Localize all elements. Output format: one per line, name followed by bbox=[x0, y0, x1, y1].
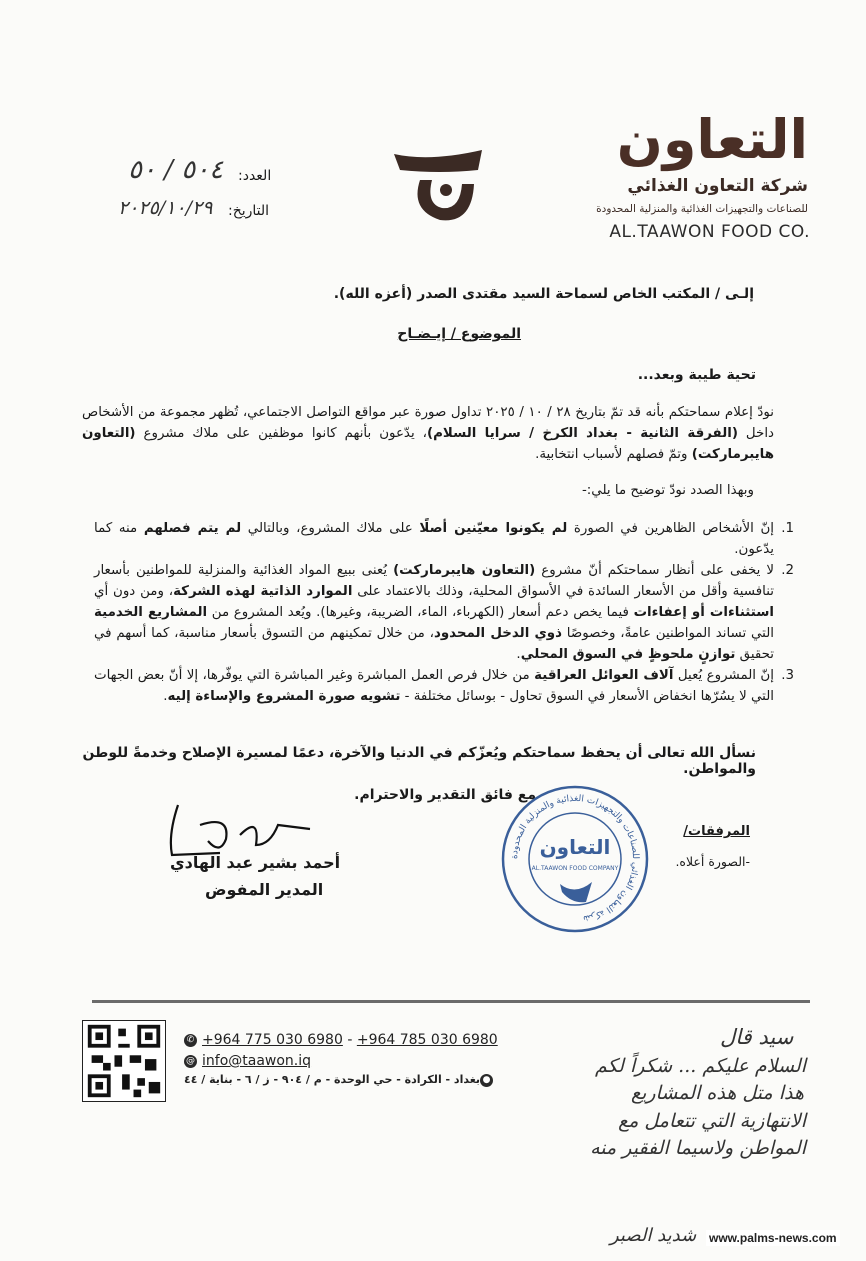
attachments-value: -الصورة أعلاه. bbox=[675, 854, 750, 869]
watermark: www.palms-news.com bbox=[706, 1230, 840, 1246]
signatory-title: المدير المفوض bbox=[205, 880, 324, 899]
location-icon: ● bbox=[480, 1074, 493, 1087]
address-text: بغداد - الكرادة - حي الوحدة - م / ٩٠٤ - ز / ٦ - بناية / ٤٤ bbox=[184, 1073, 481, 1086]
email-icon: @ bbox=[186, 1055, 195, 1066]
intro-paragraph: نودّ إعلام سماحتكم بأنه قد تمّ بتاريخ ٢٨ / ١٠ / ٢٠٢٥ تداول صورة عبر مواقع التواصل الاجتماعي، تُظهر مجموعة من الأشخاص داخل (الفرقة الثانية - بغداد الكرخ / سرايا السلام)، يدّعون بأنهم كانوا موظفين على ملاك مشروع (التعاون هايبرماركت) وتمّ فصلهم لأسباب انتخابية. bbox=[82, 405, 775, 462]
stamp-ring-text: شركة التعاون الغذائي للصناعات والتجهيزات الغذائية والمنزلية المحدودة bbox=[509, 793, 641, 924]
reference-number-value: ٥٠٤ / ٥٠ bbox=[128, 155, 224, 185]
handwritten-note-line-4: الانتهازية التي تتعامل مع bbox=[618, 1110, 806, 1132]
handwritten-note-line-2: السلام عليكم ... شكراً لكم bbox=[595, 1055, 806, 1077]
handwritten-note-line-3: هذا متل هذه المشاريع bbox=[630, 1082, 804, 1104]
company-logo-icon bbox=[390, 140, 490, 230]
closing-prayer: نسأل الله تعالى أن يحفظ سماحتكم ويُعزّكم في الدنيا والآخرة، دعمًا لمسيرة الإصلاح وخدمةً للوطن والمواطن. bbox=[82, 745, 756, 777]
subject-line: الموضوع / إيـضـاح bbox=[397, 326, 521, 342]
brand-arabic-logotype: التعاون bbox=[616, 108, 808, 171]
clarification-item-2: 2. لا يخفى على أنظار سماحتكم أنّ مشروع (التعاون هايبرماركت) يُعنى ببيع المواد الغذائية والمنزلية للمواطنين بأسعار تنافسية وأقل من الأسعار السائدة في الأسواق المحلية، وذلك بالاعتماد على الموارد الذاتية لهذه الشركة، ومن دون أي استثناءات أو إعفاءات فيما يخص دعم أسعار (الكهرباء، الماء، الضريبة، وغيرها). ويُعد المشروع من المشاريع الخدمية التي تساند المواطنين عامةً، وخصوصًا ذوي الدخل المحدود، من خلال تمكينهم من التسوق بأسعار مناسبة، كما أسهم في تحقيق توازنٍ ملحوظٍ في السوق المحلي. bbox=[94, 560, 774, 665]
clarification-item-1: 1. إنّ الأشخاص الظاهرين في الصورة لم يكونوا معيّنين أصلًا على ملاك المشروع، وبالتالي لم يتم فصلهم منه كما يدّعون. bbox=[94, 518, 774, 560]
item-number: 1. bbox=[781, 521, 794, 536]
regards-line: مع فائق التقدير والاحترام. bbox=[354, 787, 536, 803]
company-name-arabic: شركة التعاون الغذائي bbox=[627, 176, 808, 196]
footer-phones bbox=[184, 1032, 498, 1048]
date-value: ٢٠٢٥/١٠/٢٩ bbox=[118, 197, 213, 219]
greeting: تحية طيبة وبعد... bbox=[637, 367, 756, 383]
company-stamp bbox=[500, 784, 650, 934]
item-number: 2. bbox=[781, 563, 794, 578]
phone-1[interactable]: +964 775 030 6980 bbox=[202, 1032, 343, 1048]
handwritten-note-line-6: شديد الصبر bbox=[610, 1225, 697, 1246]
company-description: للصناعات والتجهيزات الغذائية والمنزلية المحدودة bbox=[596, 203, 808, 215]
company-name-english: AL.TAAWON FOOD CO. bbox=[609, 222, 810, 242]
footer-divider bbox=[92, 1000, 810, 1003]
stamp-center-arabic: التعاون bbox=[539, 835, 611, 859]
item-number: 3. bbox=[781, 668, 794, 683]
recipient-line: إلـى / المكتب الخاص لسماحة السيد مقتدى الصدر (أعزه الله). bbox=[333, 286, 754, 302]
handwritten-note-line-1: سيد قال bbox=[720, 1025, 794, 1049]
phone-2[interactable]: +964 785 030 6980 bbox=[356, 1032, 498, 1048]
footer-email bbox=[184, 1053, 311, 1069]
clarification-item-3: 3. إنّ المشروع يُعيل آلاف العوائل العراقية من خلال فرص العمل المباشرة وغير المباشرة التي يوفّرها، إلا أنّ بعض الجهات التي لا يسُرّها انخفاض الأسعار في السوق تحاول - بوسائل مختلفة - تشويه صورة المشروع والإساءة إليه. bbox=[94, 665, 774, 707]
signatory-name: أحمد بشير عبد الهادي bbox=[170, 853, 341, 872]
handwritten-note-line-5: المواطن ولاسيما الفقير منه bbox=[590, 1137, 806, 1159]
reference-number-label: العدد: bbox=[238, 168, 272, 184]
email-link[interactable]: info@taawon.iq bbox=[202, 1053, 312, 1069]
clarification-lead: وبهذا الصدد نودّ توضيح ما يلي:- bbox=[581, 483, 754, 498]
date-label: التاريخ: bbox=[228, 203, 270, 219]
phone-icon: ✆ bbox=[184, 1034, 197, 1047]
qr-code-icon bbox=[82, 1020, 166, 1102]
footer-address bbox=[184, 1073, 498, 1087]
stamp-center-english: AL.TAAWON FOOD COMPANY bbox=[531, 865, 619, 872]
phone-separator: - bbox=[347, 1032, 353, 1048]
attachments-label: المرفقات/ bbox=[683, 824, 750, 839]
